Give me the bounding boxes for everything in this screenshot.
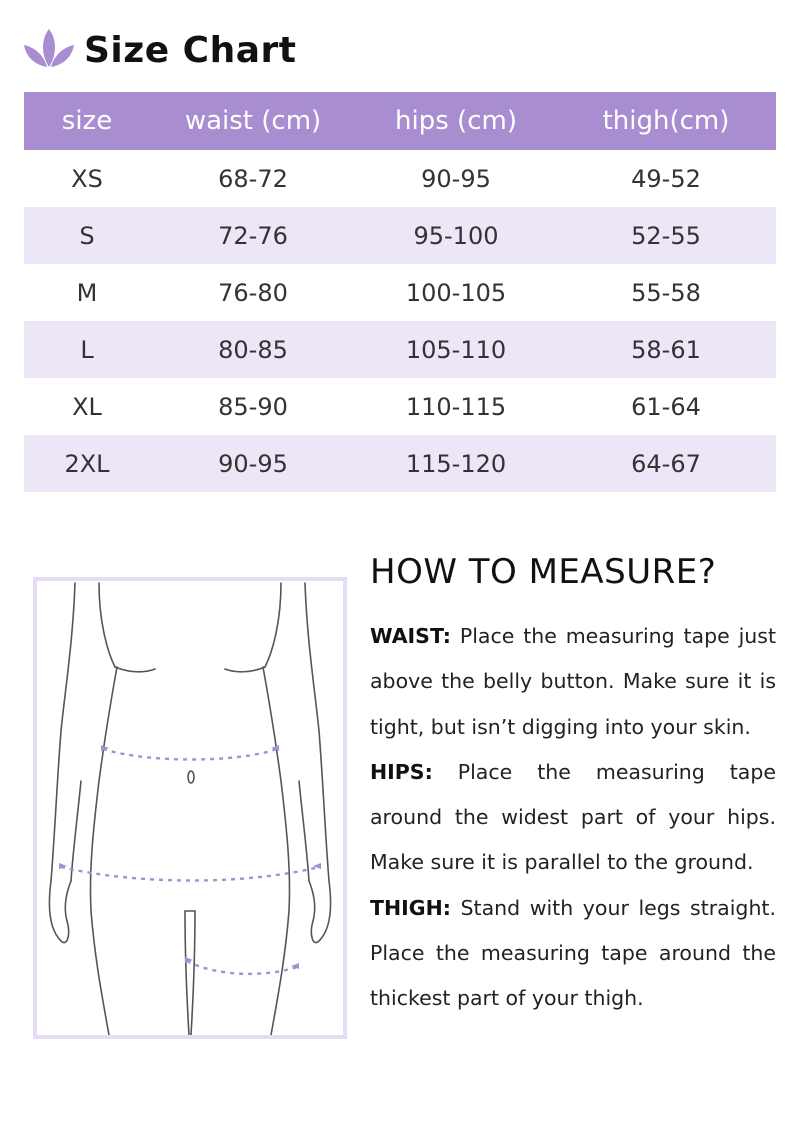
thigh-cell: 58-61 [556, 321, 776, 378]
hips-cell: 100-105 [405, 278, 507, 307]
page-title: Size Chart [84, 29, 297, 71]
size-cell: XS [71, 164, 103, 193]
table-row [24, 264, 776, 321]
hips-instruction [370, 750, 776, 886]
table-row [24, 435, 776, 492]
size-cell: S [24, 207, 150, 264]
thigh-label: THIGH: [370, 895, 451, 920]
table-row [24, 150, 776, 207]
measure-instructions [370, 614, 776, 1022]
waist-cell: 68-72 [218, 164, 288, 193]
waist-cell: 76-80 [218, 278, 288, 307]
measure-heading: HOW TO MEASURE? [370, 552, 717, 592]
table-header-row [24, 92, 776, 150]
waist-label: WAIST: [370, 624, 452, 648]
waist-cell: 80-85 [150, 321, 356, 378]
waist-cell: 72-76 [150, 207, 356, 264]
table-row [24, 207, 776, 264]
table-row [24, 321, 776, 378]
size-cell: 2XL [24, 435, 150, 492]
waist-cell: 85-90 [218, 392, 288, 421]
thigh-cell: 61-64 [631, 392, 701, 421]
thigh-text: Stand with your legs straight. Place the measuring tape around the thickest part of your thigh. [370, 895, 776, 1011]
column-header-hips: hips (cm) [356, 92, 556, 150]
body-outline-icon [37, 581, 343, 1035]
column-header-thigh: thigh(cm) [556, 92, 776, 150]
table-row [24, 378, 776, 435]
column-header-waist: waist (cm) [150, 92, 356, 150]
size-cell: L [24, 321, 150, 378]
hips-cell: 95-100 [356, 207, 556, 264]
thigh-cell: 52-55 [556, 207, 776, 264]
hips-cell: 105-110 [356, 321, 556, 378]
body-measurement-illustration [33, 577, 347, 1039]
size-cell: M [76, 278, 98, 307]
hips-text: Place the measuring tape around the widest part of your hips. Make sure it is parallel to the ground. [370, 759, 776, 875]
waist-instruction [370, 614, 776, 750]
waist-text: Place the measuring tape just above the belly button. Make sure it is tight, but isn’t digging into your skin. [370, 624, 776, 739]
thigh-cell: 49-52 [631, 164, 701, 193]
lotus-icon [22, 25, 76, 75]
page-header [22, 22, 296, 78]
thigh-instruction [370, 886, 776, 1022]
hips-cell: 90-95 [421, 164, 491, 193]
waist-cell: 90-95 [150, 435, 356, 492]
column-header-size: size [24, 92, 150, 150]
hips-cell: 110-115 [405, 392, 507, 421]
thigh-cell: 64-67 [556, 435, 776, 492]
hips-cell: 115-120 [356, 435, 556, 492]
hips-label: HIPS: [370, 759, 433, 784]
thigh-cell: 55-58 [631, 278, 701, 307]
size-cell: XL [72, 392, 102, 421]
size-table [24, 92, 776, 492]
